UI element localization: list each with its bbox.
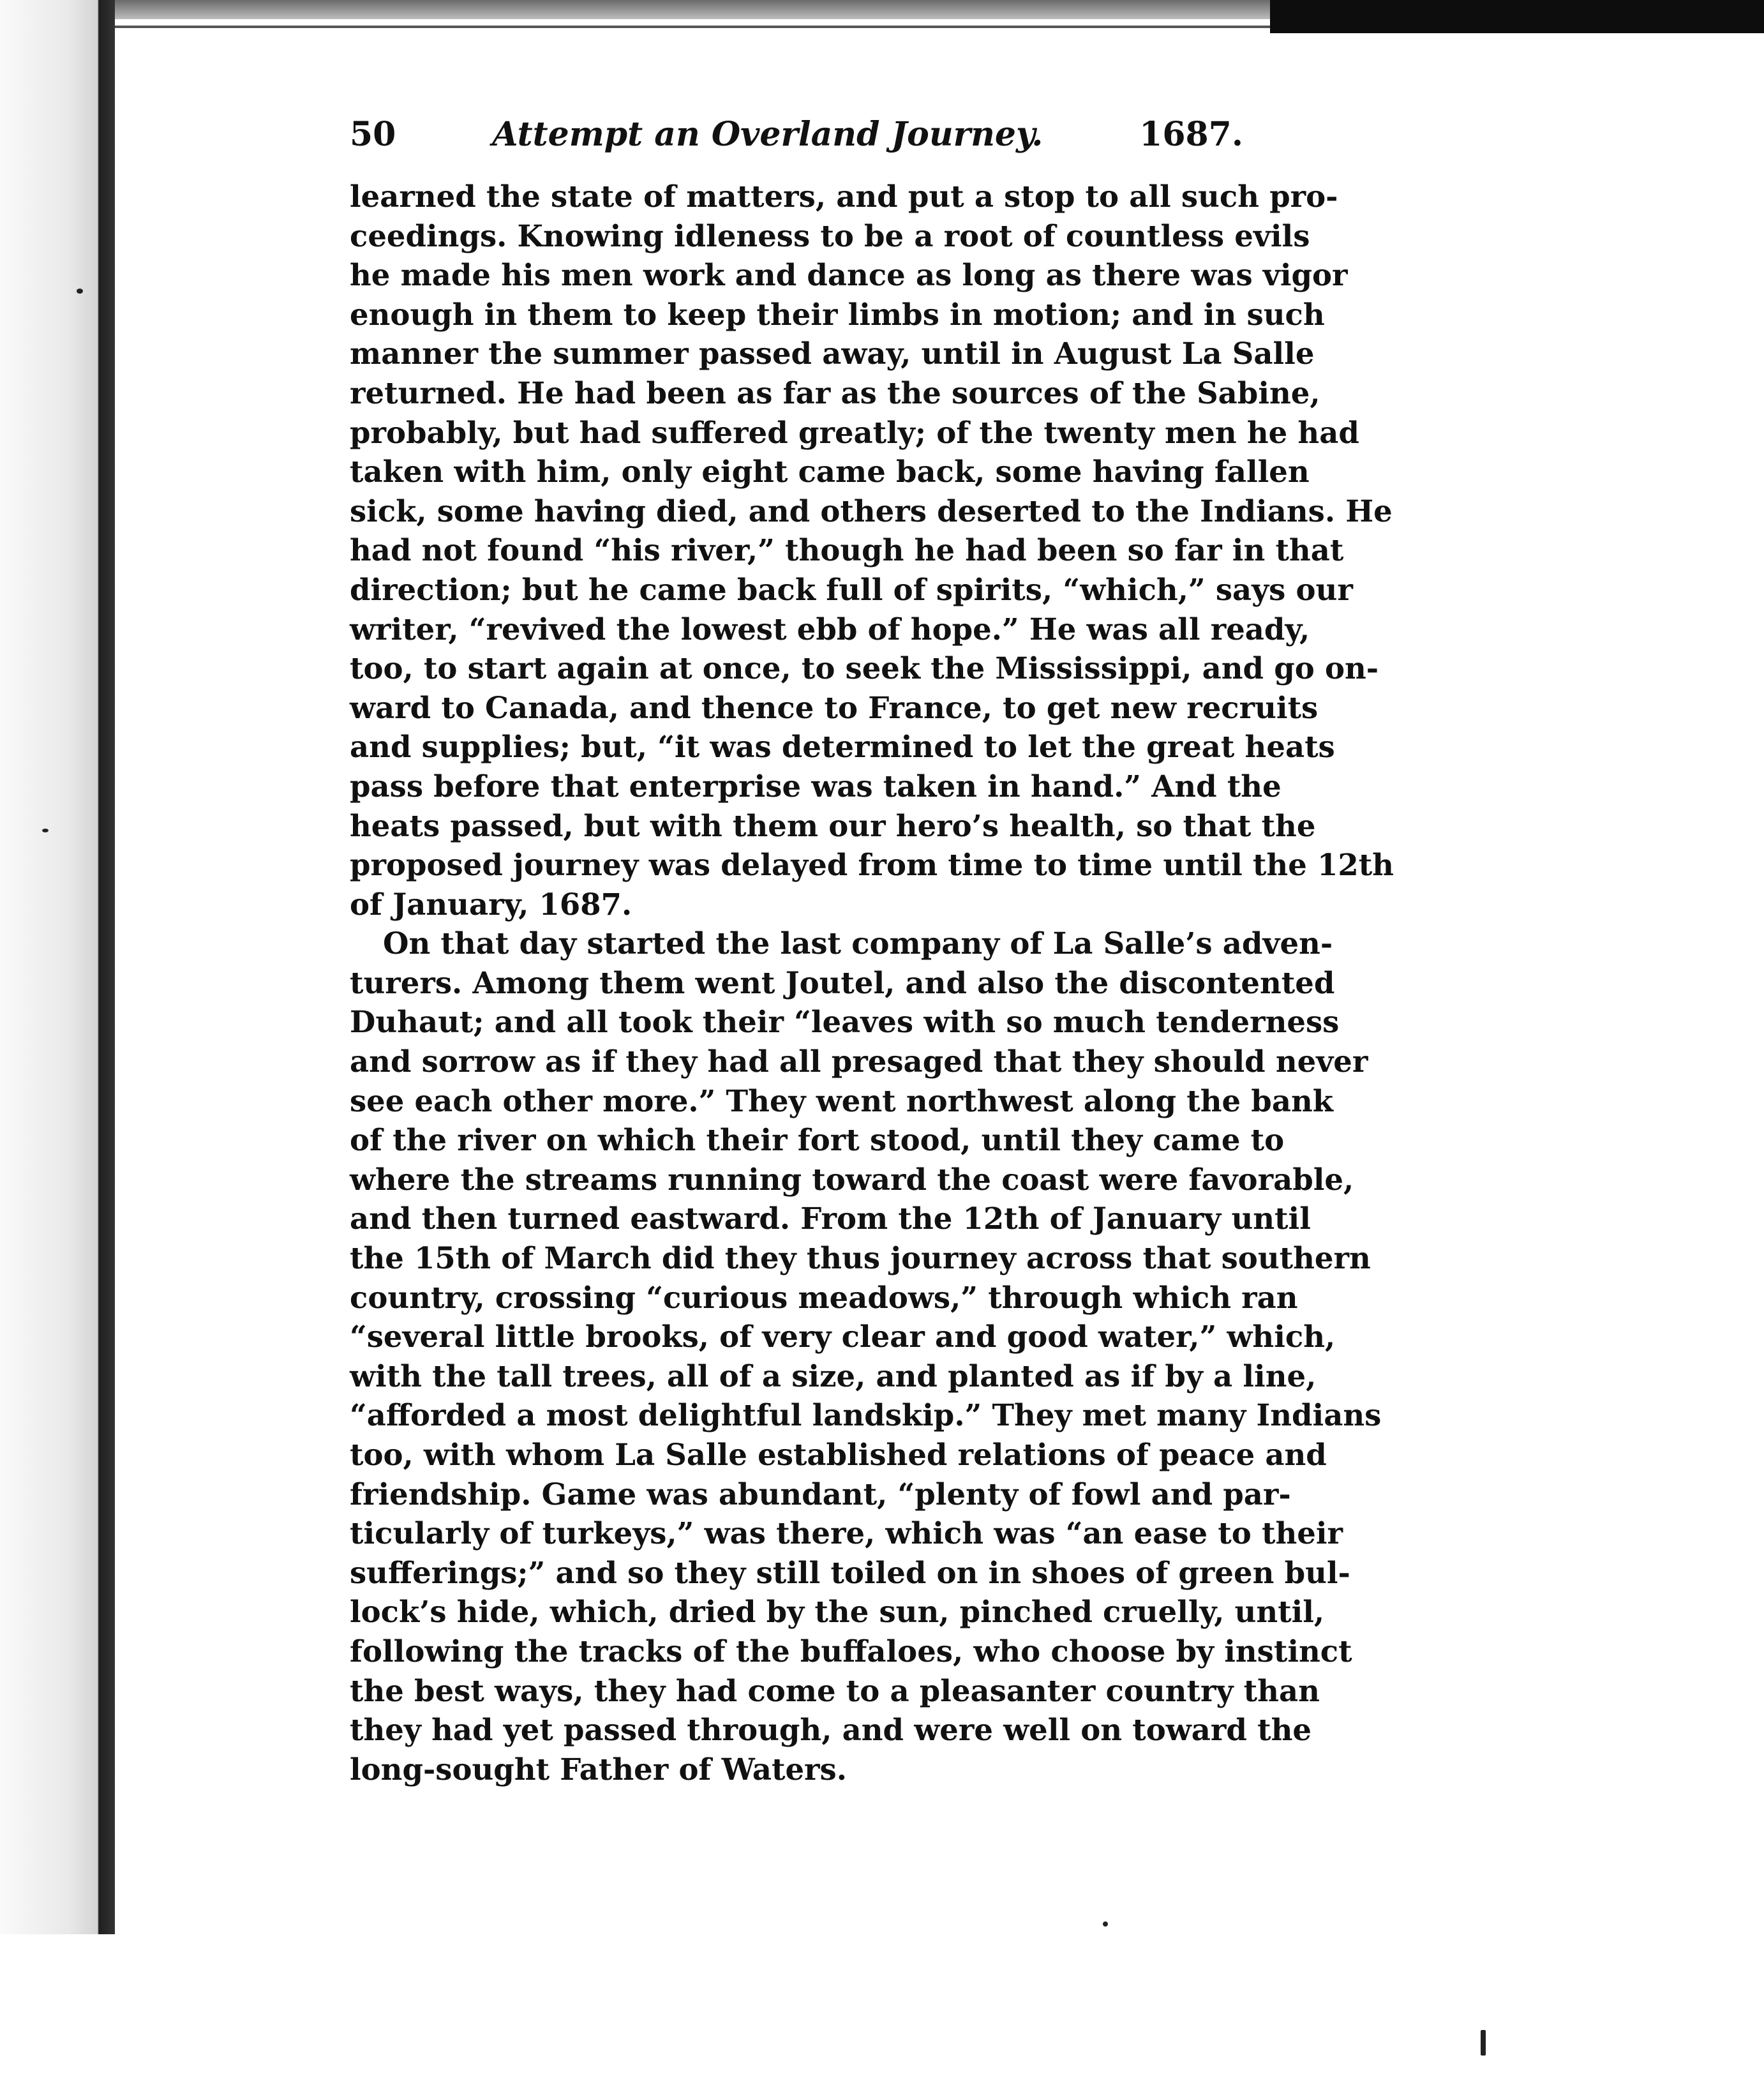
text-line: too, to start again at once, to seek the Mississippi, and go on- bbox=[350, 650, 1379, 686]
scan-top-rule bbox=[108, 26, 1276, 28]
text-line: ticularly of turkeys,” was there, which was “an ease to their bbox=[350, 1515, 1343, 1551]
running-header bbox=[350, 115, 1243, 166]
text-line: he made his men work and dance as long as there was vigor bbox=[350, 257, 1348, 293]
text-line: Duhaut; and all took their “leaves with so much tenderness bbox=[350, 1004, 1340, 1040]
scan-left-binding-edge bbox=[0, 0, 115, 1934]
text-line: proposed journey was delayed from time to time until the 12th bbox=[350, 847, 1394, 883]
text-line: learned the state of matters, and put a stop to all such pro- bbox=[350, 179, 1338, 214]
text-line: turers. Among them went Joutel, and also the discontented bbox=[350, 965, 1335, 1000]
scan-speck bbox=[42, 829, 49, 832]
year: 1687. bbox=[1139, 115, 1243, 154]
text-line: probably, but had suffered greatly; of the twenty men he had bbox=[350, 414, 1359, 450]
text-line: and then turned eastward. From the 12th of January until bbox=[350, 1201, 1311, 1237]
text-line: manner the summer passed away, until in August La Salle bbox=[350, 336, 1315, 372]
text-line: lock’s hide, which, dried by the sun, pinched cruelly, until, bbox=[350, 1594, 1325, 1630]
text-line: sick, some having died, and others deserted to the Indians. He bbox=[350, 493, 1393, 529]
scan-speck bbox=[1481, 2030, 1486, 2056]
text-line: writer, “revived the lowest ebb of hope.” He was all ready, bbox=[350, 611, 1310, 647]
text-line: taken with him, only eight came back, some having fallen bbox=[350, 454, 1310, 490]
text-line: “afforded a most delightful landskip.” They met many Indians bbox=[350, 1397, 1382, 1433]
text-line: following the tracks of the buffaloes, who choose by instinct bbox=[350, 1633, 1352, 1669]
text-line: the best ways, they had come to a pleasanter country than bbox=[350, 1673, 1320, 1708]
text-line: enough in them to keep their limbs in motion; and in such bbox=[350, 296, 1325, 332]
text-line: sufferings;” and so they still toiled on in shoes of green bul- bbox=[350, 1554, 1350, 1590]
text-line: had not found “his river,” though he had been so far in that bbox=[350, 532, 1344, 568]
text-line: friendship. Game was abundant, “plenty of fowl and par- bbox=[350, 1476, 1291, 1512]
text-line: they had yet passed through, and were well on toward the bbox=[350, 1712, 1312, 1748]
text-line: direction; but he came back full of spirits, “which,” says our bbox=[350, 571, 1353, 607]
text-line: where the streams running toward the coast were favorable, bbox=[350, 1161, 1354, 1197]
text-line: returned. He had been as far as the sources of the Sabine, bbox=[350, 375, 1320, 410]
text-line: ceedings. Knowing idleness to be a root of countless evils bbox=[350, 218, 1310, 253]
text-line: “several little brooks, of very clear and good water,” which, bbox=[350, 1319, 1336, 1355]
running-title: Attempt an Overland Journey. bbox=[492, 115, 1043, 154]
text-line: heats passed, but with them our hero’s health, so that the bbox=[350, 808, 1316, 843]
text-line: of January, 1687. bbox=[350, 886, 632, 922]
page-number: 50 bbox=[350, 115, 396, 154]
text-line: and supplies; but, “it was determined to let the great heats bbox=[350, 729, 1335, 765]
paragraph bbox=[350, 924, 1382, 1789]
text-line: of the river on which their fort stood, until they came to bbox=[350, 1122, 1285, 1158]
text-line: long-sought Father of Waters. bbox=[350, 1751, 847, 1787]
text-line: the 15th of March did they thus journey across that southern bbox=[350, 1240, 1371, 1276]
body-text bbox=[350, 177, 1394, 1789]
text-line: On that day started the last company of La Salle’s adven- bbox=[383, 926, 1333, 961]
scan-speck bbox=[77, 289, 83, 294]
text-line: country, crossing “curious meadows,” through which ran bbox=[350, 1279, 1298, 1315]
scan-top-black-margin bbox=[1270, 0, 1764, 33]
text-line: see each other more.” They went northwest along the bank bbox=[350, 1083, 1333, 1118]
text-line: pass before that enterprise was taken in hand.” And the bbox=[350, 768, 1282, 804]
scan-top-edge bbox=[108, 0, 1270, 19]
text-line: and sorrow as if they had all presaged that they should never bbox=[350, 1044, 1368, 1079]
text-line: too, with whom La Salle established relations of peace and bbox=[350, 1437, 1327, 1472]
paragraph bbox=[350, 177, 1394, 924]
text-line: with the tall trees, all of a size, and planted as if by a line, bbox=[350, 1358, 1317, 1394]
text-line: ward to Canada, and thence to France, to get new recruits bbox=[350, 689, 1319, 725]
scan-speck bbox=[1103, 1921, 1108, 1927]
